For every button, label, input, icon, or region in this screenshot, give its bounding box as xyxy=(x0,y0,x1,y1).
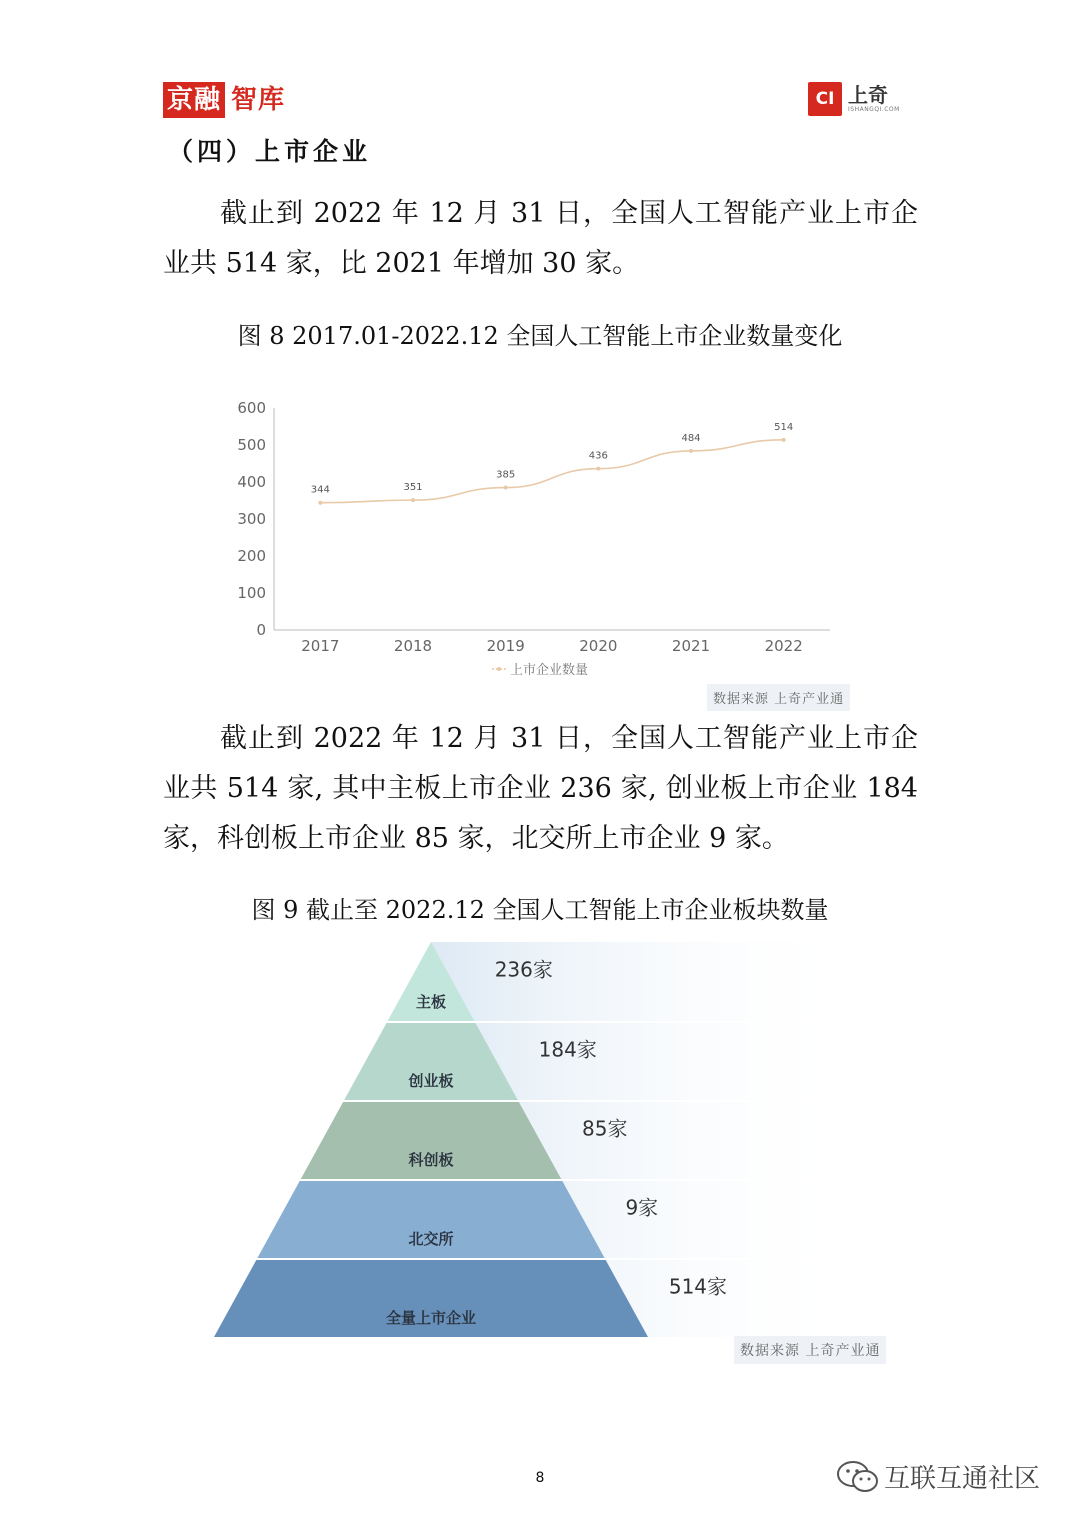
logo-text: 智库 xyxy=(231,85,286,115)
line-chart xyxy=(220,390,860,690)
wechat-icon xyxy=(836,1460,880,1494)
legend-dot xyxy=(497,667,501,671)
data-point xyxy=(596,467,600,471)
layer-label: 主板 xyxy=(415,993,447,1011)
data-label: 351 xyxy=(403,482,423,494)
y-tick-label: 600 xyxy=(237,399,266,417)
y-tick-label: 500 xyxy=(237,436,266,454)
figure-9-caption: 图 9 截止至 2022.12 全国人工智能上市企业板块数量 xyxy=(251,896,829,924)
data-point xyxy=(504,486,508,490)
y-tick-label: 300 xyxy=(237,510,266,528)
pyramid-chart xyxy=(200,935,860,1340)
data-point xyxy=(782,438,786,442)
x-tick-label: 2022 xyxy=(764,637,803,655)
data-point xyxy=(411,498,415,502)
layer-value: 9家 xyxy=(625,1195,659,1220)
layer-label: 全量上市企业 xyxy=(385,1309,477,1327)
data-label: 344 xyxy=(310,484,330,496)
figure-9-source: 数据来源 上奇产业通 xyxy=(734,1336,886,1364)
layer-value: 184家 xyxy=(538,1037,597,1062)
data-point xyxy=(689,449,693,453)
x-tick-label: 2019 xyxy=(486,637,525,655)
x-tick-label: 2020 xyxy=(579,637,618,655)
page-number: 8 xyxy=(535,1470,545,1486)
y-tick-label: 0 xyxy=(256,621,266,639)
paragraph-1: 截止到 2022 年 12 月 31 日，全国人工智能产业上市企业共 514 家，比 2021 年增加 30 家。 xyxy=(163,198,918,279)
data-label: 436 xyxy=(588,450,608,462)
layer-value: 236家 xyxy=(494,957,553,982)
layer-label: 创业板 xyxy=(408,1072,454,1090)
logo-red-text: 京融 xyxy=(163,82,225,118)
logo-subname: ISHANGQI.COM xyxy=(848,106,900,113)
layer-value: 85家 xyxy=(582,1116,628,1141)
watermark-text: 互联互通社区 xyxy=(884,1464,1041,1494)
paragraph-2: 截止到 2022 年 12 月 31 日，全国人工智能产业上市企业共 514 家, 其中主板上市企业 236 家, 创业板上市企业 184 家，科创板上市企业 85 家，北交所上市企业 9 家。 xyxy=(163,723,918,854)
layer-value: 514家 xyxy=(668,1274,728,1299)
y-tick-label: 400 xyxy=(237,473,266,491)
x-tick-label: 2018 xyxy=(393,637,433,655)
x-tick-label: 2021 xyxy=(671,637,711,655)
figure-8-source: 数据来源 上奇产业通 xyxy=(707,684,850,711)
data-label: 484 xyxy=(681,432,701,444)
logo-name: 上奇 xyxy=(848,83,888,107)
shangqi-logo xyxy=(808,82,900,116)
section-title: （四）上市企业 xyxy=(168,137,372,166)
legend-label: 上市企业数量 xyxy=(510,663,589,678)
series-line xyxy=(320,440,783,503)
layer-label: 北交所 xyxy=(408,1230,454,1248)
layer-label: 科创板 xyxy=(408,1151,454,1169)
jingrong-logo xyxy=(163,82,285,118)
layer-band xyxy=(431,942,860,1021)
data-point xyxy=(318,501,322,505)
data-label: 385 xyxy=(496,469,516,481)
figure-8-caption: 图 8 2017.01-2022.12 全国人工智能上市企业数量变化 xyxy=(237,322,843,350)
y-tick-label: 200 xyxy=(237,547,266,565)
watermark xyxy=(836,1458,1040,1495)
logo-mark: CI xyxy=(808,82,842,116)
y-tick-label: 100 xyxy=(237,584,266,602)
data-label: 514 xyxy=(774,421,794,433)
x-tick-label: 2017 xyxy=(301,637,340,655)
